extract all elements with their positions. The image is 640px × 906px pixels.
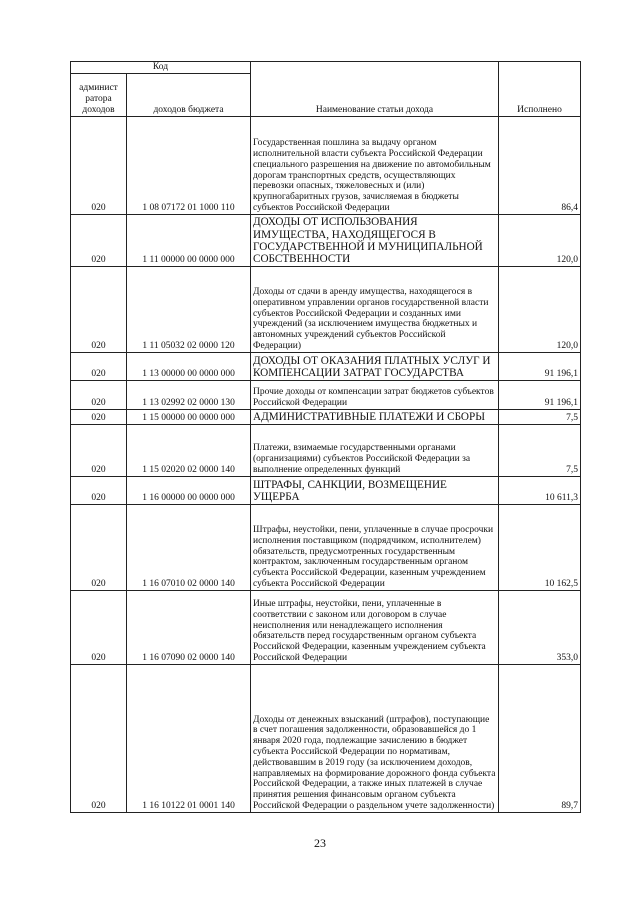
admin-code-cell: 020 xyxy=(71,352,127,380)
income-name-cell: Доходы от денежных взысканий (штрафов), поступающие в счет погашения задолженности, образовавшейся до 1 января 2020 года, подлежащие зачислению в бюджет субъекта Российской Федерации по нормативам, действовавшим в 2019 году (за исключением доходов, направляемых на формирование дорожного фонда субъекта Российской Федерации, а также иных платежей в случае принятия решения финансовым органом субъекта Российской Федерации о раздельном учете задолженности) xyxy=(251,664,499,812)
income-name-cell: Прочие доходы от компенсации затрат бюджетов субъектов Российской Федерации xyxy=(251,380,499,409)
income-code-cell: 1 15 02020 02 0000 140 xyxy=(127,424,251,476)
income-name-cell: ШТРАФЫ, САНКЦИИ, ВОЗМЕЩЕНИЕ УЩЕРБА xyxy=(251,476,499,504)
admin-code-cell: 020 xyxy=(71,424,127,476)
income-name-cell: Доходы от сдачи в аренду имущества, находящегося в оперативном управлении органов государственной власти субъектов Российской Федерации и созданных ими учреждений (за исключением имущества бюджетных и автономных учреждений субъектов Российской Федерации) xyxy=(251,266,499,352)
income-code-cell: 1 16 07090 02 0000 140 xyxy=(127,590,251,664)
amount-cell: 91 196,1 xyxy=(499,352,581,380)
income-code-cell: 1 11 05032 02 0000 120 xyxy=(127,266,251,352)
income-name-cell: АДМИНИСТРАТИВНЫЕ ПЛАТЕЖИ И СБОРЫ xyxy=(251,409,499,424)
income-code-cell: 1 13 00000 00 0000 000 xyxy=(127,352,251,380)
table-row xyxy=(71,116,581,214)
table-row xyxy=(71,476,581,504)
table-header-row xyxy=(71,62,581,74)
table-row xyxy=(71,380,581,409)
income-name-cell: Платежи, взимаемые государственными органами (организациями) субъектов Российской Федерации за выполнение определенных функций xyxy=(251,424,499,476)
table-row xyxy=(71,352,581,380)
income-name-cell: Государственная пошлина за выдачу органом исполнительной власти субъекта Российской Федерации специального разрешения на движение по автомобильным дорогам транспортных средств, осуществляющих перевозки опасных, тяжеловесных и (или) крупногабаритных грузов, зачисляемая в бюджеты субъектов Российской Федерации xyxy=(251,116,499,214)
admin-code-cell: 020 xyxy=(71,409,127,424)
income-code-cell: 1 16 00000 00 0000 000 xyxy=(127,476,251,504)
table-row xyxy=(71,266,581,352)
amount-cell: 91 196,1 xyxy=(499,380,581,409)
admin-code-cell: 020 xyxy=(71,214,127,266)
amount-cell: 7,5 xyxy=(499,409,581,424)
income-code-cell: 1 13 02992 02 0000 130 xyxy=(127,380,251,409)
amount-cell: 89,7 xyxy=(499,664,581,812)
income-name-cell: ДОХОДЫ ОТ ОКАЗАНИЯ ПЛАТНЫХ УСЛУГ И КОМПЕНСАЦИИ ЗАТРАТ ГОСУДАРСТВА xyxy=(251,352,499,380)
table-row xyxy=(71,409,581,424)
income-code-header: доходов бюджета xyxy=(127,73,251,116)
code-header: Код xyxy=(71,62,251,74)
income-code-cell: 1 16 10122 01 0001 140 xyxy=(127,664,251,812)
admin-code-cell: 020 xyxy=(71,476,127,504)
income-code-cell: 1 16 07010 02 0000 140 xyxy=(127,504,251,590)
executed-header: Исполнено xyxy=(499,62,581,117)
amount-cell: 120,0 xyxy=(499,266,581,352)
income-name-cell: ДОХОДЫ ОТ ИСПОЛЬЗОВАНИЯ ИМУЩЕСТВА, НАХОДЯЩЕГОСЯ В ГОСУДАРСТВЕННОЙ И МУНИЦИПАЛЬНОЙ СОБСТВЕННОСТИ xyxy=(251,214,499,266)
income-code-cell: 1 11 00000 00 0000 000 xyxy=(127,214,251,266)
table-row xyxy=(71,664,581,812)
income-name-cell: Иные штрафы, неустойки, пени, уплаченные в соответствии с законом или договором в случае неисполнения или ненадлежащего исполнения обязательств перед государственным органом субъекта Российской Федерации, казенным учреждением субъекта Российской Федерации xyxy=(251,590,499,664)
admin-code-cell: 020 xyxy=(71,380,127,409)
amount-cell: 10 611,3 xyxy=(499,476,581,504)
table-row xyxy=(71,504,581,590)
income-code-cell: 1 08 07172 01 1000 110 xyxy=(127,116,251,214)
amount-cell: 86,4 xyxy=(499,116,581,214)
amount-cell: 7,5 xyxy=(499,424,581,476)
admin-code-cell: 020 xyxy=(71,664,127,812)
admin-code-cell: 020 xyxy=(71,266,127,352)
income-code-cell: 1 15 00000 00 0000 000 xyxy=(127,409,251,424)
admin-code-cell: 020 xyxy=(71,590,127,664)
admin-code-cell: 020 xyxy=(71,116,127,214)
amount-cell: 353,0 xyxy=(499,590,581,664)
amount-cell: 10 162,5 xyxy=(499,504,581,590)
amount-cell: 120,0 xyxy=(499,214,581,266)
table-row xyxy=(71,214,581,266)
table-row xyxy=(71,424,581,476)
page-number: 23 xyxy=(314,836,326,850)
budget-income-table xyxy=(70,61,581,813)
table-row xyxy=(71,590,581,664)
income-name-cell: Штрафы, неустойки, пени, уплаченные в случае просрочки исполнения поставщиком (подрядчиком, исполнителем) обязательств, предусмотренных государственным контрактом, заключенным государственным органом субъекта Российской Федерации, казенным учреждением субъекта Российской Федерации xyxy=(251,504,499,590)
admin-code-header: админист ратора доходов xyxy=(71,73,127,116)
admin-code-cell: 020 xyxy=(71,504,127,590)
name-header: Наименование статьи дохода xyxy=(251,62,499,117)
